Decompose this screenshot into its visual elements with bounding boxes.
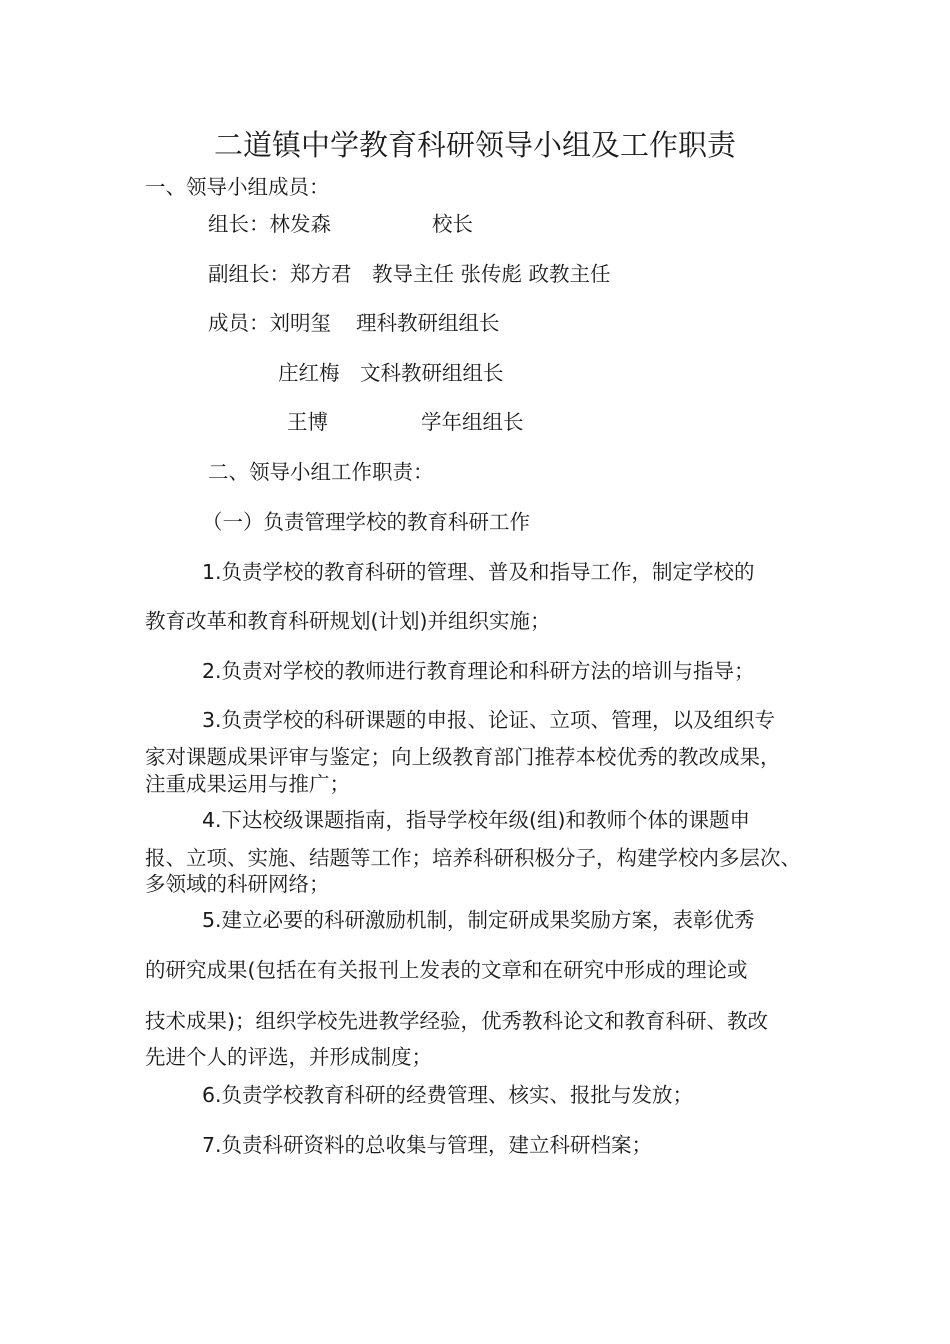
member-name: 庄红梅	[278, 361, 340, 385]
duty-line: 报、立项、实施、结题等工作；培养科研积极分子，构建学校内多层次、	[145, 846, 801, 870]
leader-post: 校长	[432, 212, 473, 236]
vice-leaders: 副组长：郑方君 教导主任 张传彪 政教主任	[208, 262, 611, 286]
member-post: 学年组组长	[421, 410, 524, 434]
section2-heading: 二、领导小组工作职责：	[208, 460, 434, 484]
section1-heading: 一、领导小组成员：	[145, 175, 330, 199]
member-name: 成员：刘明玺	[208, 311, 331, 335]
duty-line: 2.负责对学校的教师进行教育理论和科研方法的培训与指导；	[202, 659, 755, 683]
duty-line: 多领域的科研网络；	[145, 872, 330, 896]
member-name: 王博	[287, 410, 328, 434]
duty-line: 教育改革和教育科研规划(计划)并组织实施；	[145, 609, 551, 633]
duty-line: 4.下达校级课题指南，指导学校年级(组)和教师个体的课题申	[202, 808, 751, 832]
duty-line: 6.负责学校教育科研的经费管理、核实、报批与发放；	[202, 1083, 694, 1107]
duty-line: 家对课题成果评审与鉴定；向上级教育部门推荐本校优秀的教改成果，	[145, 745, 781, 769]
duty-line: 技术成果)；组织学校先进教学经验，优秀教科论文和教育科研、教改	[145, 1009, 768, 1033]
duty-line: 7.负责科研资料的总收集与管理，建立科研档案；	[202, 1133, 653, 1157]
duty-line: 的研究成果(包括在有关报刊上发表的文章和在研究中形成的理论或	[145, 958, 748, 982]
document-title: 二道镇中学教育科研领导小组及工作职责	[213, 128, 736, 162]
leader-role: 组长：林发森	[208, 212, 331, 236]
duty-line: 5.建立必要的科研激励机制，制定研成果奖励方案，表彰优秀	[202, 908, 755, 932]
member-post: 理科教研组组长	[356, 311, 500, 335]
section2-subheading: （一）负责管理学校的教育科研工作	[202, 510, 530, 534]
duty-line: 1.负责学校的教育科研的管理、普及和指导工作，制定学校的	[202, 560, 755, 584]
duty-line: 3.负责学校的科研课题的申报、论证、立项、管理，以及组织专	[202, 708, 776, 732]
duty-line: 注重成果运用与推广；	[145, 772, 350, 796]
duty-line: 先进个人的评选，并形成制度；	[145, 1045, 432, 1069]
member-post: 文科教研组组长	[360, 361, 504, 385]
